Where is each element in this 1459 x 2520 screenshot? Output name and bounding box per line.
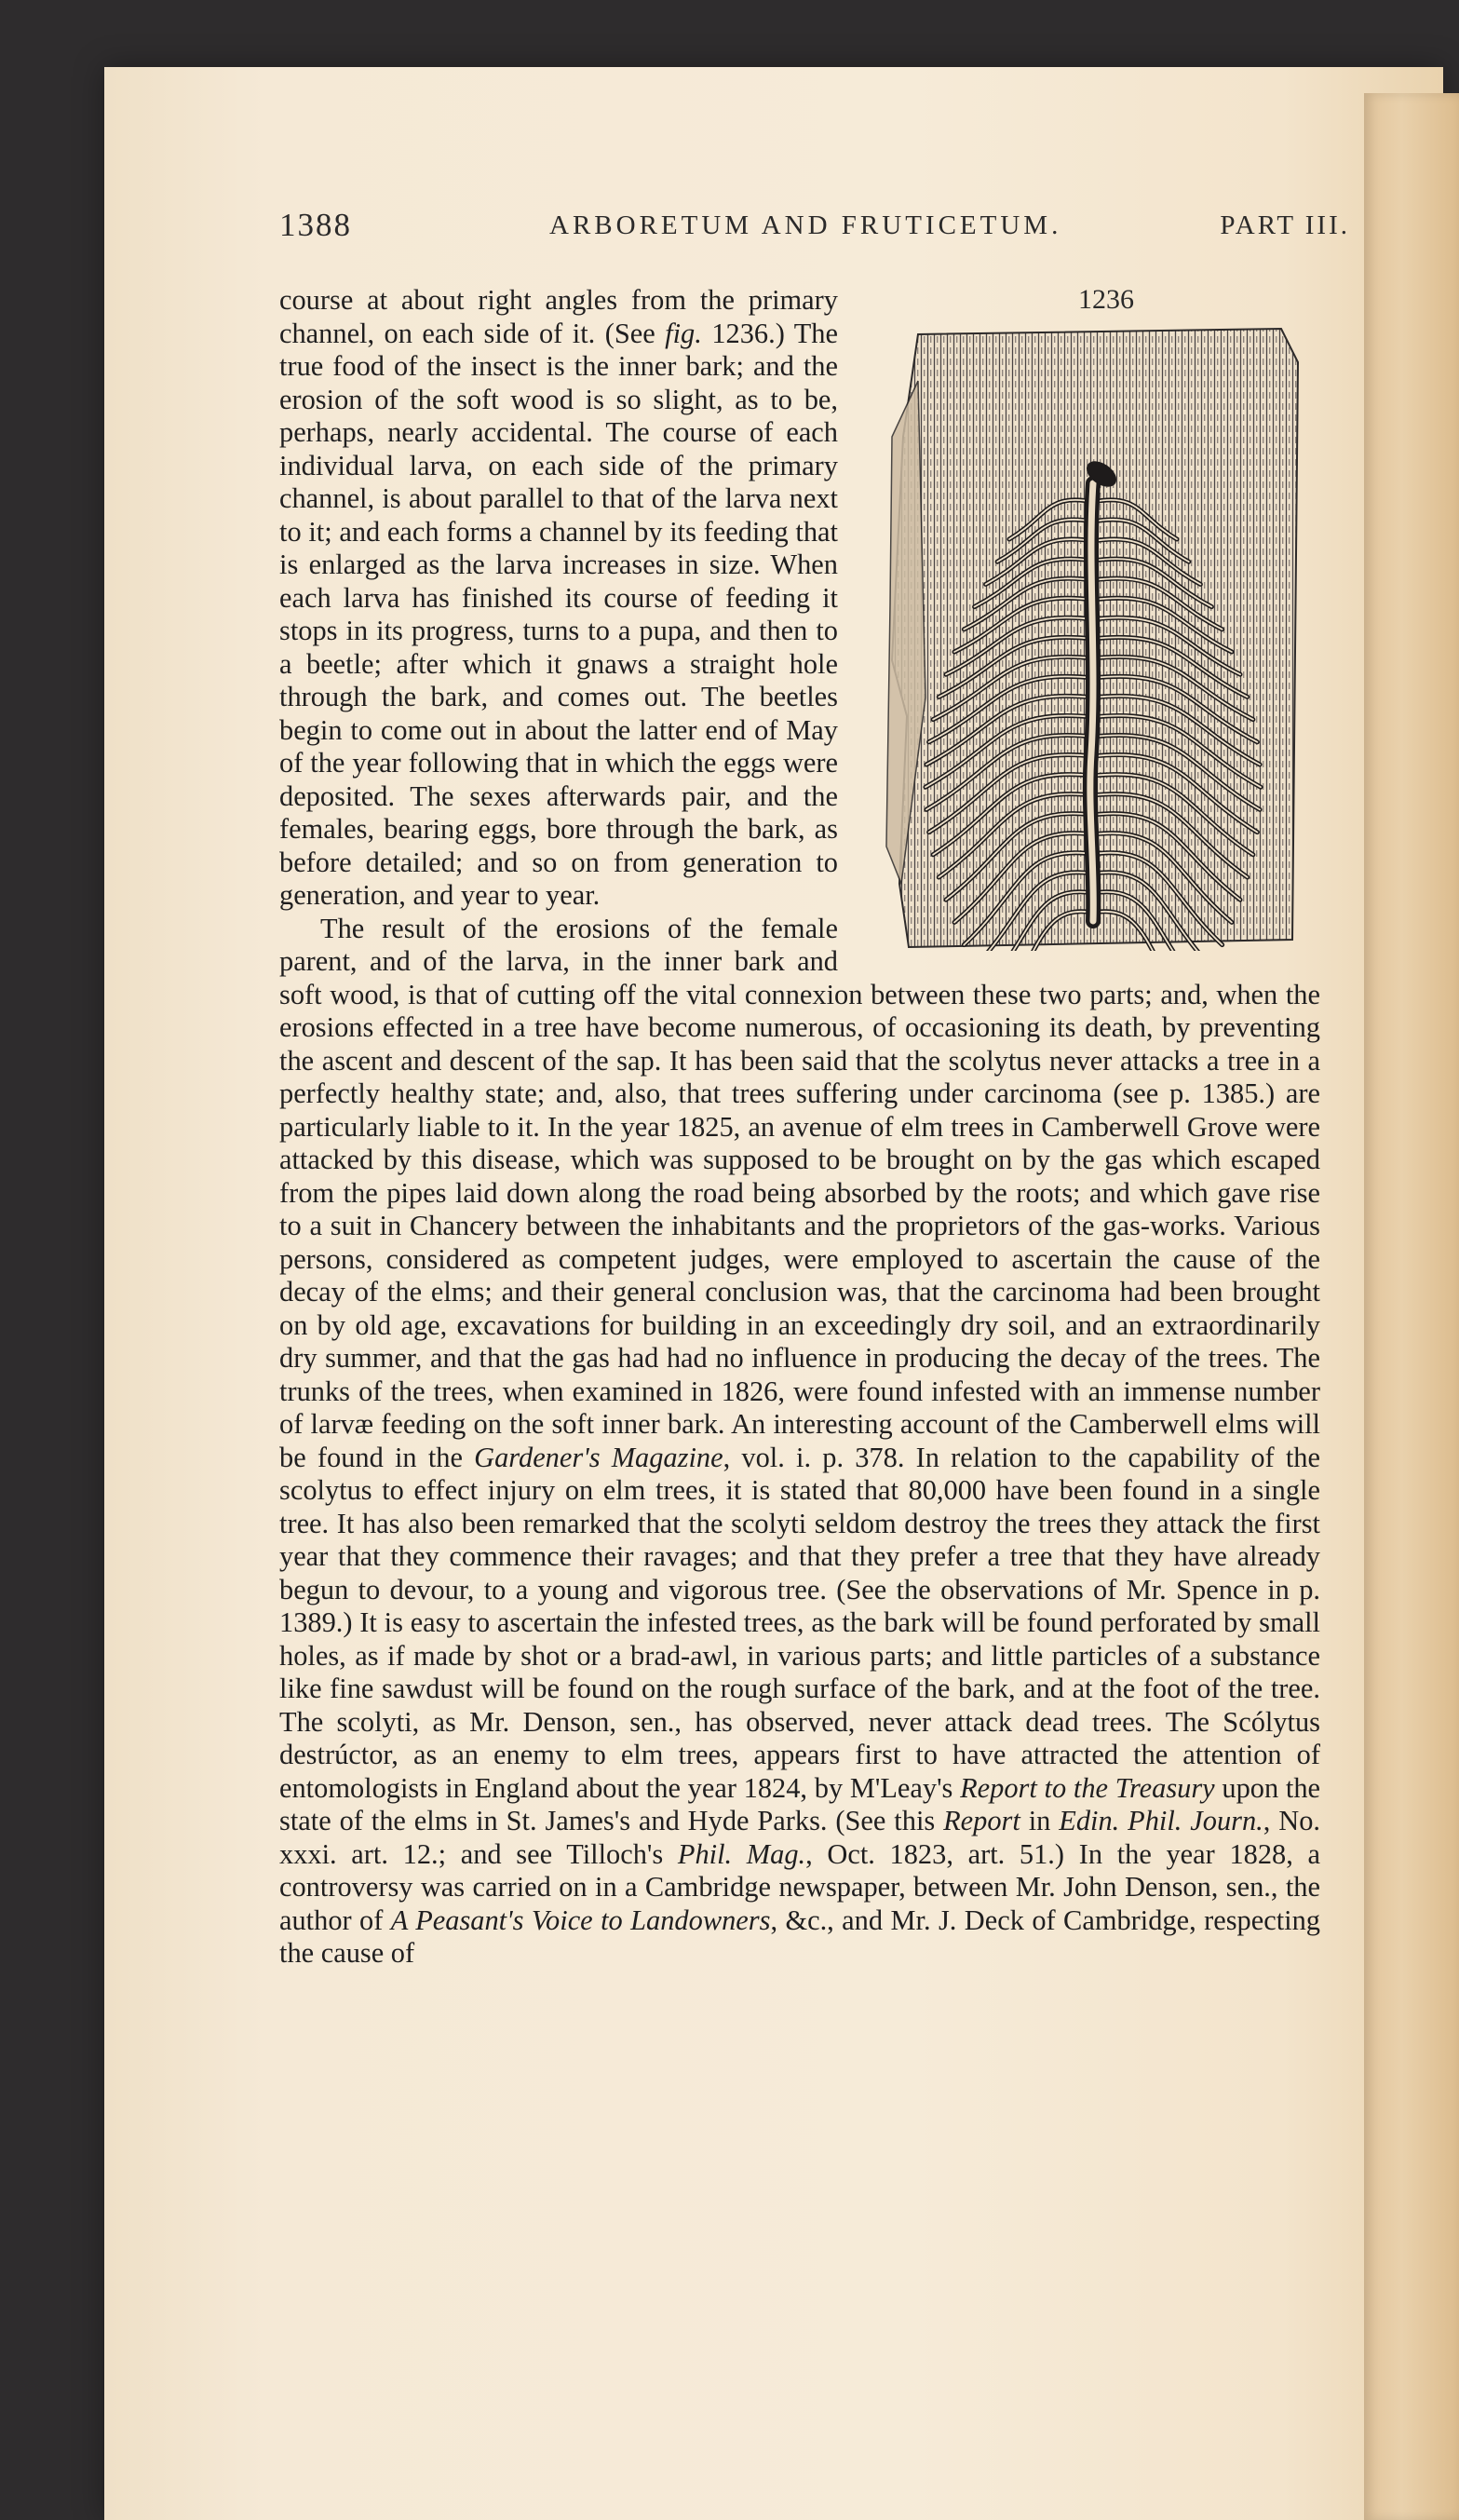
body-text	[279, 284, 1320, 1971]
bark-engraving-illustration	[881, 325, 1300, 951]
running-title: ARBORETUM AND FRUTICETUM.	[549, 210, 1062, 240]
figure-1236	[864, 284, 1320, 962]
figure-number: 1236	[1078, 284, 1134, 315]
paragraph-1: course at about right angles from the primary channel, on each side of it. (See fig. 1236.) The true food of the insect is the inner bark; and the erosion of the soft wood is so slight, as to be, perhaps, nearly accidental. The course of each individual larva, on each side of the primary channel, is about parallel to that of the larva next to it; and each forms a channel by its feeding that is enlarged as the larva increases in size. When each larva has finished its course of feeding it stops in its progress, turns to a pupa, and then to a beetle; after which it gnaws a straight hole through the bark, and comes out. The beetles begin to come out in about the latter end of May of the year following that in which the eggs were deposited. The sexes afterwards pair, and the females, bearing eggs, bore through the bark, as before detailed; and so on from generation to generation, and year to year.	[279, 284, 838, 911]
part-label: PART III.	[1220, 210, 1350, 240]
page-stack-edge	[1364, 93, 1459, 2520]
page-number: 1388	[279, 207, 352, 243]
paragraph-2: The result of the erosions of the female parent, and of the larva, in the inner bark and soft wood, is that of cutting off the vital connexion between these two parts; and, when the erosions effected in a tree have become numerous, of occasioning its death, by preventing the ascent and descent of the sap. It has been said that the scolytus never attacks a tree in a perfectly healthy state; and, also, that trees suffering under carcinoma (see p. 1385.) are particularly liable to it. In the year 1825, an avenue of elm trees in Camberwell Grove were attacked by this disease, which was supposed to be brought on by the gas which escaped from the pipes laid down along the road being absorbed by the roots; and which gave rise to a suit in Chancery between the inhabitants and the proprietors of the gas-works. Various persons, considered as competent judges, were employed to ascertain the cause of the decay of the elms; and their general conclusion was, that the carcinoma had been brought on by old age, excavations for building in an exceedingly dry soil, and an extraordinarily dry summer, and that the gas had had no influence in producing the decay of the trees. The trunks of the trees, when examined in 1826, were found infested with an immense number of larvæ feeding on the soft inner bark. An interesting account of the Camberwell elms will be found in the Gardener's Magazine, vol. i. p. 378. In relation to the capability of the scolytus to effect injury on elm trees, it is stated that 80,000 have been found in a single tree. It has also been remarked that the scolyti seldom destroy the trees they attack the first year that they commence their ravages; and that they prefer a tree that they have already begun to devour, to a young and vigorous tree. (See the observations of Mr. Spence in p. 1389.) It is easy to ascertain the infested trees, as the bark will be found perforated by small holes, as if made by shot or a brad-awl, in various parts; and little particles of a substance like fine sawdust will be found on the rough surface of the bark, and at the foot of the tree. The scolyti, as Mr. Denson, sen., has observed, never attack dead trees. The Scólytus destrúctor, as an enemy to elm trees, appears first to have attracted the attention of entomologists in England about the year 1824, by M'Leay's Report to the Treasury upon the state of the elms in St. James's and Hyde Parks. (See this Report in Edin. Phil. Journ., No. xxxi. art. 12.; and see Tilloch's Phil. Mag., Oct. 1823, art. 51.) In the year 1828, a controversy was carried on in a Cambridge newspaper, between Mr. John Denson, sen., the author of A Peasant's Voice to Landowners, &c., and Mr. J. Deck of Cambridge, respecting the cause of	[279, 912, 1321, 1969]
running-header	[279, 207, 1350, 263]
